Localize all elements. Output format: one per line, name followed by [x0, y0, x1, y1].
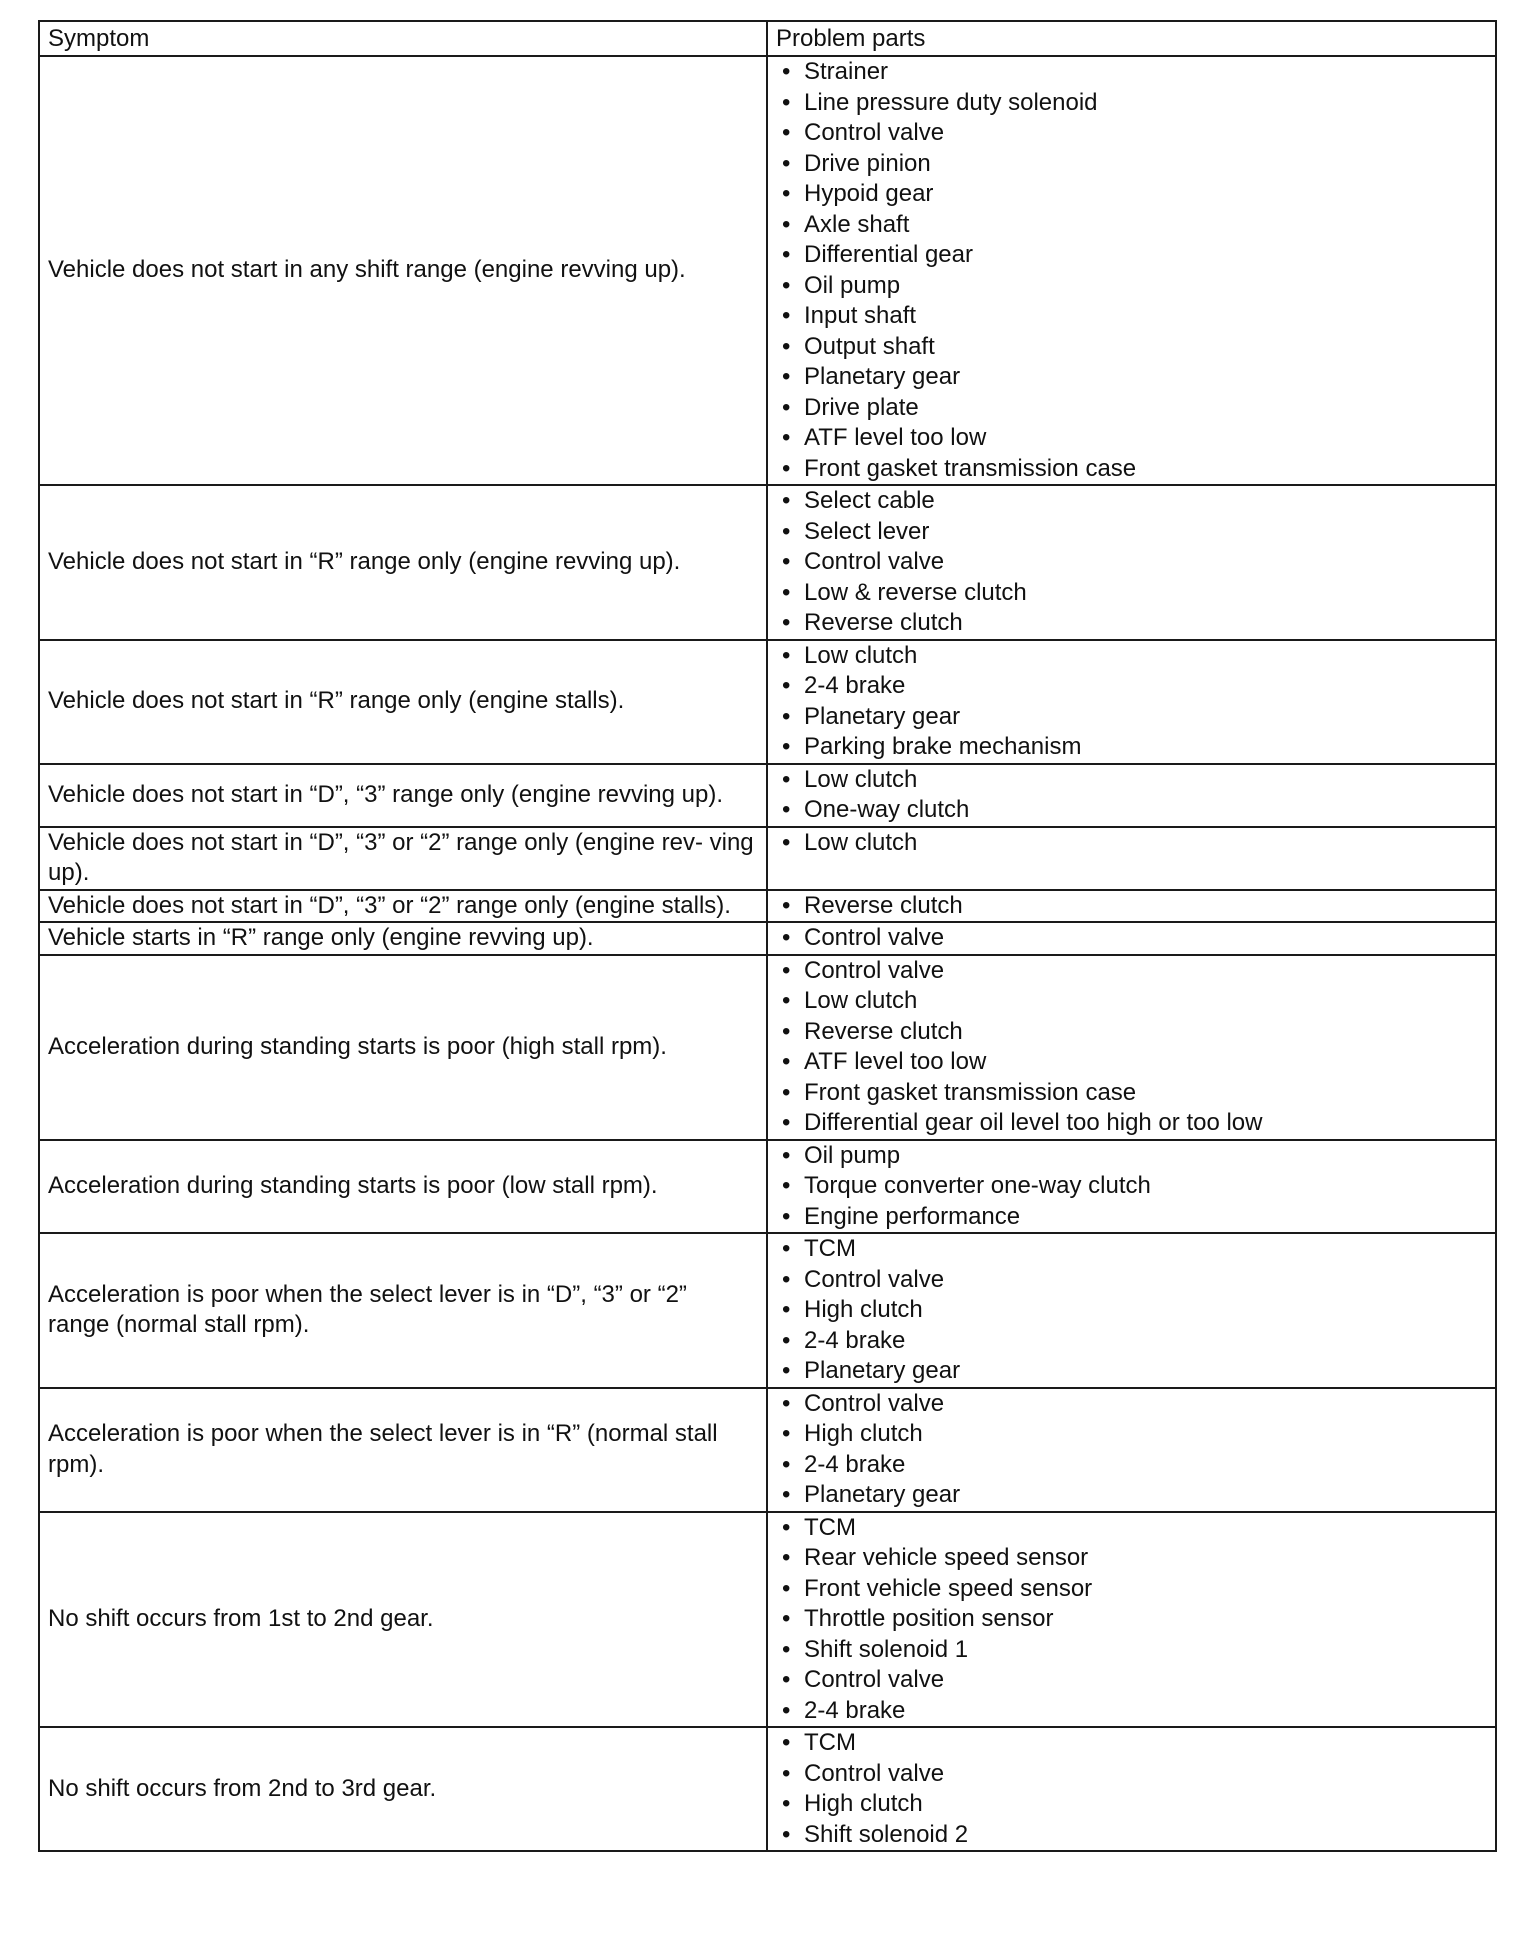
problem-part-item: • Planetary gear [778, 702, 1487, 733]
problem-parts-cell [767, 485, 1496, 640]
problem-part-item: • 2-4 brake [778, 1326, 1487, 1357]
problem-part-item: • Input shaft [778, 301, 1487, 332]
problem-part-item: • Reverse clutch [778, 1017, 1487, 1048]
table-row [39, 955, 1496, 1140]
problem-part-item: • Shift solenoid 2 [778, 1820, 1487, 1851]
problem-part-item: • Shift solenoid 1 [778, 1635, 1487, 1666]
problem-part-item: • Control valve [778, 1759, 1487, 1790]
problem-part-item: • Control valve [778, 1389, 1487, 1420]
table-body [39, 56, 1496, 1851]
symptom-cell: Acceleration is poor when the select lever is in “R” (normal stall rpm). [39, 1388, 767, 1512]
problem-parts-list [778, 956, 1487, 1139]
problem-part-item: • Engine performance [778, 1202, 1487, 1233]
problem-part-item: • Low clutch [778, 828, 1487, 859]
problem-part-item: • Low & reverse clutch [778, 578, 1487, 609]
problem-part-item: • One-way clutch [778, 795, 1487, 826]
problem-part-item: • Drive plate [778, 393, 1487, 424]
problem-part-item: • Differential gear [778, 240, 1487, 271]
problem-parts-list [778, 1234, 1487, 1387]
table-header-row [39, 21, 1496, 56]
problem-parts-list [778, 828, 1487, 859]
problem-parts-cell [767, 1512, 1496, 1728]
problem-part-item: • High clutch [778, 1789, 1487, 1820]
symptom-cell: No shift occurs from 1st to 2nd gear. [39, 1512, 767, 1728]
problem-parts-cell [767, 1388, 1496, 1512]
symptom-problem-parts-table [38, 20, 1497, 1852]
problem-part-item: • Front vehicle speed sensor [778, 1574, 1487, 1605]
problem-part-item: • Control valve [778, 923, 1487, 954]
symptom-cell: Vehicle starts in “R” range only (engine revving up). [39, 922, 767, 955]
problem-part-item: • Low clutch [778, 765, 1487, 796]
table-row [39, 1140, 1496, 1234]
problem-parts-list [778, 765, 1487, 826]
problem-part-item: • 2-4 brake [778, 1450, 1487, 1481]
problem-parts-list [778, 1141, 1487, 1233]
symptom-cell: Acceleration during standing starts is poor (low stall rpm). [39, 1140, 767, 1234]
troubleshooting-table-container [38, 20, 1495, 1852]
problem-part-item: • Axle shaft [778, 210, 1487, 241]
table-row [39, 485, 1496, 640]
table-row [39, 1512, 1496, 1728]
problem-parts-list [778, 1728, 1487, 1850]
problem-part-item: • Reverse clutch [778, 891, 1487, 922]
problem-parts-cell [767, 1233, 1496, 1388]
symptom-cell: Vehicle does not start in “D”, “3” or “2” range only (engine rev- ving up). [39, 827, 767, 890]
problem-part-item: • Control valve [778, 956, 1487, 987]
problem-part-item: • Hypoid gear [778, 179, 1487, 210]
problem-part-item: • Differential gear oil level too high or too low [778, 1108, 1487, 1139]
problem-parts-cell [767, 764, 1496, 827]
problem-part-item: • Front gasket transmission case [778, 454, 1487, 485]
column-header-problem-parts: Problem parts [767, 21, 1496, 56]
table-row [39, 1233, 1496, 1388]
problem-parts-list [778, 1513, 1487, 1727]
problem-part-item: • Front gasket transmission case [778, 1078, 1487, 1109]
problem-part-item: • Select lever [778, 517, 1487, 548]
problem-part-item: • Drive pinion [778, 149, 1487, 180]
problem-parts-list [778, 486, 1487, 639]
problem-part-item: • Parking brake mechanism [778, 732, 1487, 763]
problem-parts-cell [767, 1727, 1496, 1851]
problem-part-item: • Planetary gear [778, 1356, 1487, 1387]
problem-parts-cell [767, 955, 1496, 1140]
problem-part-item: • Reverse clutch [778, 608, 1487, 639]
problem-parts-cell [767, 1140, 1496, 1234]
problem-part-item: • TCM [778, 1513, 1487, 1544]
symptom-cell: Acceleration is poor when the select lever is in “D”, “3” or “2” range (normal stall rpm). [39, 1233, 767, 1388]
problem-part-item: • ATF level too low [778, 423, 1487, 454]
problem-part-item: • Control valve [778, 1665, 1487, 1696]
problem-part-item: • Control valve [778, 118, 1487, 149]
problem-part-item: • Control valve [778, 547, 1487, 578]
problem-part-item: • Line pressure duty solenoid [778, 88, 1487, 119]
problem-part-item: • Output shaft [778, 332, 1487, 363]
problem-part-item: • Control valve [778, 1265, 1487, 1296]
problem-parts-cell [767, 890, 1496, 923]
symptom-cell: Acceleration during standing starts is poor (high stall rpm). [39, 955, 767, 1140]
problem-part-item: • Oil pump [778, 271, 1487, 302]
symptom-cell: Vehicle does not start in “R” range only (engine revving up). [39, 485, 767, 640]
problem-part-item: • Low clutch [778, 641, 1487, 672]
table-row [39, 56, 1496, 485]
problem-parts-cell [767, 922, 1496, 955]
problem-parts-list [778, 923, 1487, 954]
problem-parts-list [778, 1389, 1487, 1511]
symptom-cell: Vehicle does not start in “D”, “3” range only (engine revving up). [39, 764, 767, 827]
symptom-cell: Vehicle does not start in any shift range (engine revving up). [39, 56, 767, 485]
problem-part-item: • TCM [778, 1234, 1487, 1265]
problem-part-item: • Throttle position sensor [778, 1604, 1487, 1635]
problem-part-item: • Strainer [778, 57, 1487, 88]
problem-part-item: • Planetary gear [778, 362, 1487, 393]
problem-parts-list [778, 641, 1487, 763]
problem-part-item: • Low clutch [778, 986, 1487, 1017]
problem-parts-cell [767, 56, 1496, 485]
problem-parts-cell [767, 640, 1496, 764]
problem-part-item: • High clutch [778, 1295, 1487, 1326]
problem-part-item: • 2-4 brake [778, 1696, 1487, 1727]
table-row [39, 827, 1496, 890]
table-row [39, 640, 1496, 764]
table-row [39, 890, 1496, 923]
problem-part-item: • 2-4 brake [778, 671, 1487, 702]
problem-parts-cell [767, 827, 1496, 890]
problem-part-item: • High clutch [778, 1419, 1487, 1450]
problem-part-item: • TCM [778, 1728, 1487, 1759]
problem-parts-list [778, 57, 1487, 484]
column-header-symptom: Symptom [39, 21, 767, 56]
problem-part-item: • Planetary gear [778, 1480, 1487, 1511]
symptom-cell: No shift occurs from 2nd to 3rd gear. [39, 1727, 767, 1851]
table-row [39, 922, 1496, 955]
symptom-cell: Vehicle does not start in “D”, “3” or “2” range only (engine stalls). [39, 890, 767, 923]
table-row [39, 1727, 1496, 1851]
problem-part-item: • Select cable [778, 486, 1487, 517]
problem-part-item: • Rear vehicle speed sensor [778, 1543, 1487, 1574]
table-row [39, 764, 1496, 827]
symptom-cell: Vehicle does not start in “R” range only (engine stalls). [39, 640, 767, 764]
problem-part-item: • Oil pump [778, 1141, 1487, 1172]
problem-parts-list [778, 891, 1487, 922]
table-row [39, 1388, 1496, 1512]
problem-part-item: • ATF level too low [778, 1047, 1487, 1078]
problem-part-item: • Torque converter one-way clutch [778, 1171, 1487, 1202]
